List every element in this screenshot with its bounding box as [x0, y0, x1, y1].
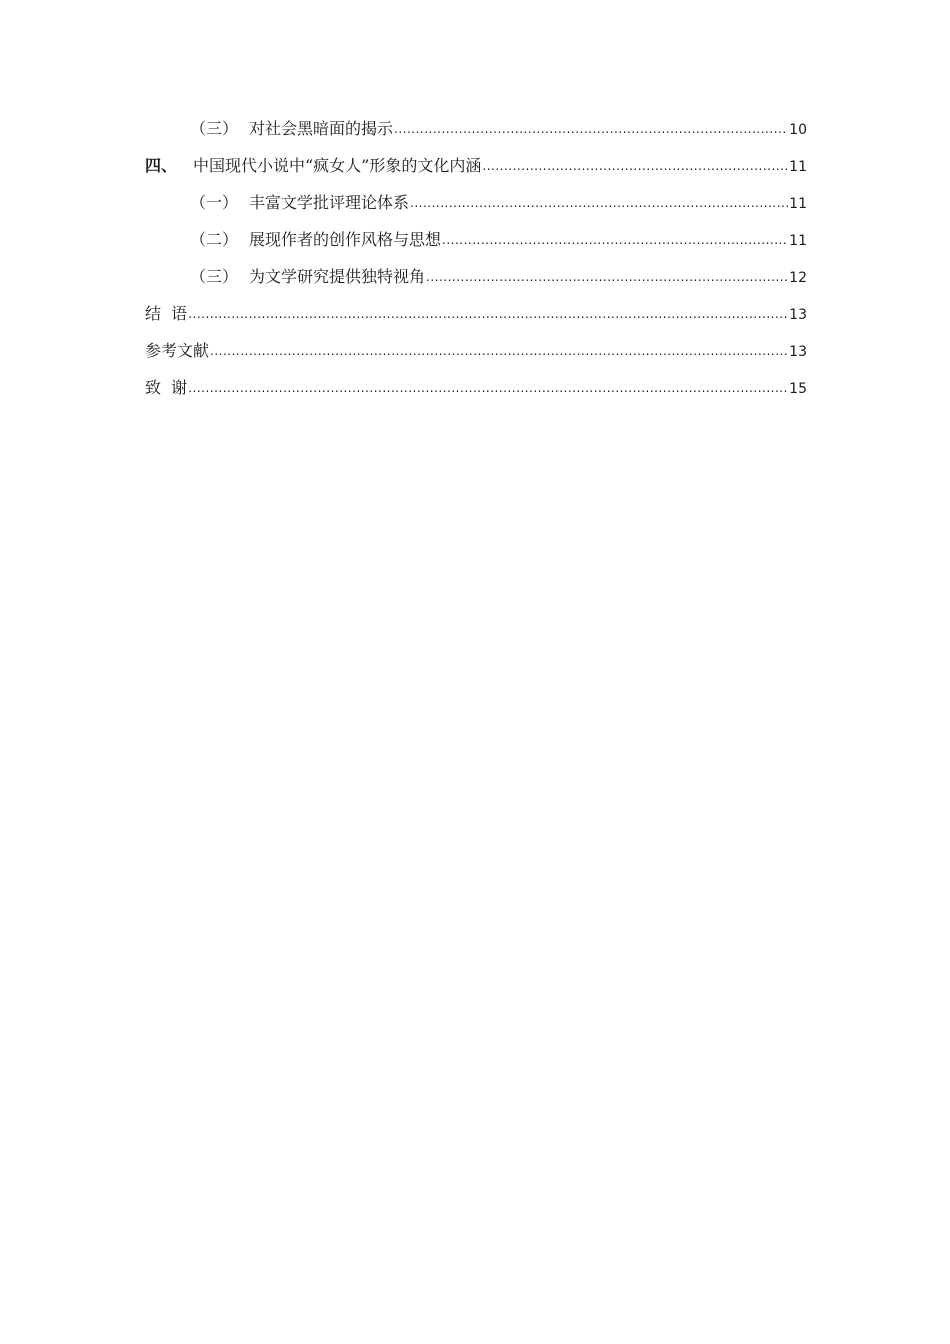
toc-entry-page: 15	[789, 381, 807, 397]
toc-leader-dots	[210, 333, 788, 370]
toc-entry-page: 10	[789, 122, 807, 138]
toc-leader-dots	[442, 222, 788, 259]
toc-entry[interactable]	[145, 258, 807, 295]
toc-entry-page: 11	[789, 159, 807, 175]
toc-leader-dots	[482, 148, 788, 185]
toc-entry[interactable]	[145, 184, 807, 221]
toc-entry-number: （一）	[190, 193, 239, 212]
toc-entry-title: 丰富文学批评理论体系	[249, 193, 410, 212]
toc-leader-dots	[188, 296, 788, 333]
toc-entry-title: 中国现代小说中“疯女人”形象的文化内涵	[193, 156, 482, 175]
toc-entry-title: 致 谢	[145, 378, 188, 397]
toc-entry[interactable]	[145, 332, 807, 369]
toc-entry-title: 为文学研究提供独特视角	[249, 267, 426, 286]
toc-entry-page: 11	[789, 196, 807, 212]
toc-entry-number: （二）	[190, 230, 239, 249]
toc-entry[interactable]	[145, 110, 807, 147]
toc-entry-title: 展现作者的创作风格与思想	[249, 230, 442, 249]
toc-entry-title: 对社会黑暗面的揭示	[249, 119, 394, 138]
toc-leader-dots	[426, 259, 788, 296]
toc-leader-dots	[410, 185, 788, 222]
toc-entry[interactable]	[145, 295, 807, 332]
toc-entry[interactable]	[145, 221, 807, 258]
toc-entry-number: （三）	[190, 119, 239, 138]
table-of-contents	[145, 110, 807, 406]
toc-entry-page: 12	[789, 270, 807, 286]
toc-entry-title: 结 语	[145, 304, 188, 323]
toc-entry-title: 参考文献	[145, 341, 210, 360]
toc-leader-dots	[394, 111, 788, 148]
toc-leader-dots	[188, 370, 788, 407]
toc-entry[interactable]	[145, 147, 807, 184]
toc-entry-page: 11	[789, 233, 807, 249]
toc-entry[interactable]	[145, 369, 807, 406]
toc-entry-number: （三）	[190, 267, 239, 286]
toc-entry-page: 13	[789, 344, 807, 360]
toc-entry-page: 13	[789, 307, 807, 323]
toc-entry-number: 四、	[145, 156, 178, 175]
